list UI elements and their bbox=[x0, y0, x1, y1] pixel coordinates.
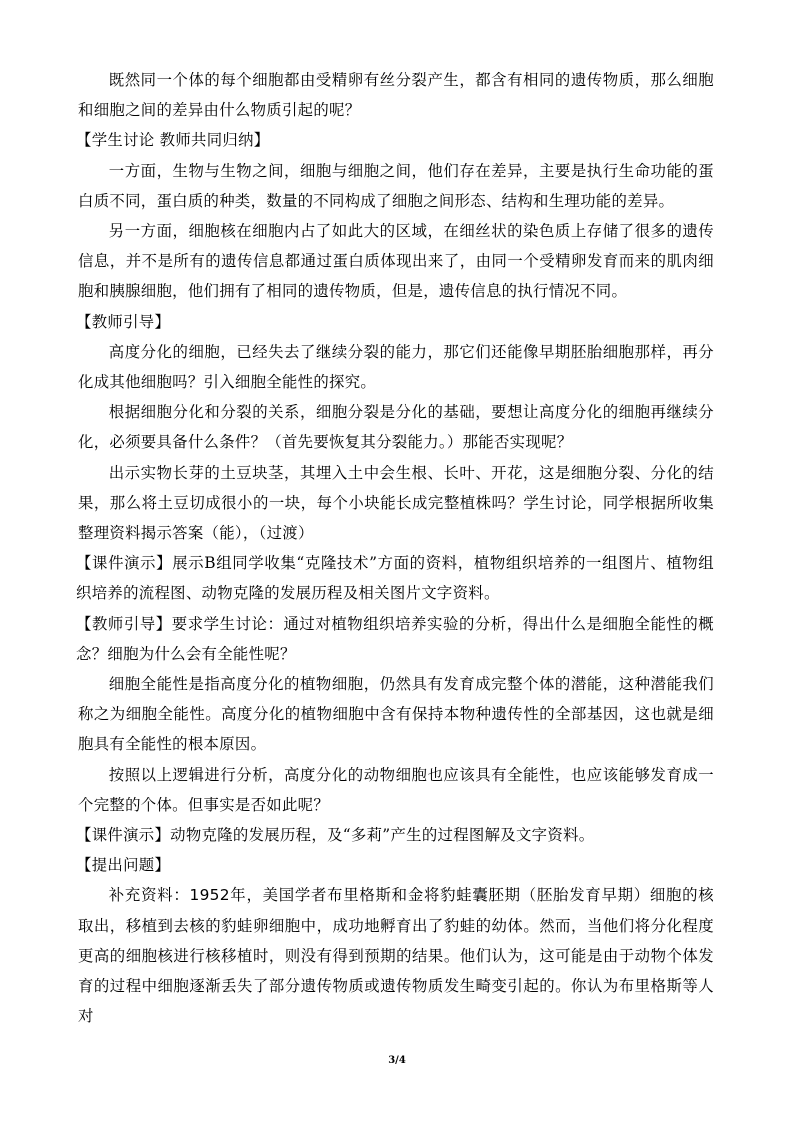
paragraph: 既然同一个体的每个细胞都由受精卵有丝分裂产生，都含有相同的遗传物质，那么细胞和细胞之间的差异由什么物质引起的呢？ bbox=[78, 71, 714, 120]
paragraph: 一方面，生物与生物之间，细胞与细胞之间，他们存在差异，主要是执行生命功能的蛋白质不同，蛋白质的种类，数量的不同构成了细胞之间形态、结构和生理功能的差异。 bbox=[78, 161, 714, 210]
guide-tag: 【教师引导】 bbox=[76, 614, 172, 633]
section-heading: 【教师引导】 bbox=[76, 312, 171, 331]
demo-paragraph bbox=[76, 820, 714, 850]
section-heading: 【学生讨论 教师共同归纳】 bbox=[76, 131, 270, 150]
paragraph: 出示实物长芽的土豆块茎，其埋入土中会生根、长叶、开花，这是细胞分裂、分化的结果，那么将土豆切成很小的一块，每个小块能长成完整植株吗？学生讨论，同学根据所收集整理资料揭示答案（能），（过渡） bbox=[78, 463, 714, 543]
paragraph: 另一方面，细胞核在细胞内占了如此大的区域，在细丝状的染色质上存储了很多的遗传信息，并不是所有的遗传信息都通过蛋白质体现出来了，由同一个受精卵发育而来的肌肉细胞和胰腺细胞，他们拥有了相同的遗传物质，但是，遗传信息的执行情况不同。 bbox=[78, 222, 714, 301]
demo-tag: 【课件演示】 bbox=[76, 554, 173, 573]
guide-text: 要求学生讨论：通过对植物组织培养实验的分析，得出什么是细胞全能性的概念？细胞为什么会有全能性呢？ bbox=[76, 614, 714, 663]
supplement-paragraph: 补充资料：1952年，美国学者布里格斯和金将豹蛙囊胚期（胚胎发育早期）细胞的核取出，移植到去核的豹蛙卵细胞中，成功地孵育出了豹蛙的幼体。然而，当他们将分化程度更高的细胞核进行核移植时，则没有得到预期的结果。他们认为，这可能是由于动物个体发育的过程中细胞逐渐丢失了部分遗传物质或遗传物质发生畸变引起的。你认为布里格斯等人对 bbox=[78, 886, 714, 1026]
demo-text: 动物克隆的发展历程，及“多莉”产生的过程图解及文字资料。 bbox=[170, 826, 595, 845]
section-heading: 【提出问题】 bbox=[76, 856, 171, 875]
paragraph: 按照以上逻辑进行分析，高度分化的动物细胞也应该具有全能性，也应该能够发育成一个完整的个体。但事实是否如此呢？ bbox=[78, 765, 714, 814]
page-number: 3/4 bbox=[388, 1055, 406, 1066]
demo-text: 展示B组同学收集“克隆技术”方面的资料，植物组织培养的一组图片、植物组织培养的流程图、动物克隆的发展历程及相关图片文字资料。 bbox=[76, 554, 714, 603]
paragraph: 细胞全能性是指高度分化的植物细胞，仍然具有发育成完整个体的潜能，这种潜能我们称之为细胞全能性。高度分化的植物细胞中含有保持本物种遗传性的全部基因，这也就是细胞具有全能性的根本原因。 bbox=[78, 675, 714, 754]
paragraph: 根据细胞分化和分裂的关系，细胞分裂是分化的基础，要想让高度分化的细胞再继续分化，必须要具备什么条件？（首先要恢复其分裂能力。）那能否实现呢？ bbox=[78, 403, 714, 452]
paragraph: 高度分化的细胞，已经失去了继续分裂的能力，那它们还能像早期胚胎细胞那样，再分化成其他细胞吗？引入细胞全能性的探究。 bbox=[78, 342, 714, 392]
guide-paragraph bbox=[76, 609, 714, 669]
document-body bbox=[78, 65, 714, 1032]
demo-tag: 【课件演示】 bbox=[76, 826, 171, 845]
demo-paragraph bbox=[76, 548, 714, 608]
